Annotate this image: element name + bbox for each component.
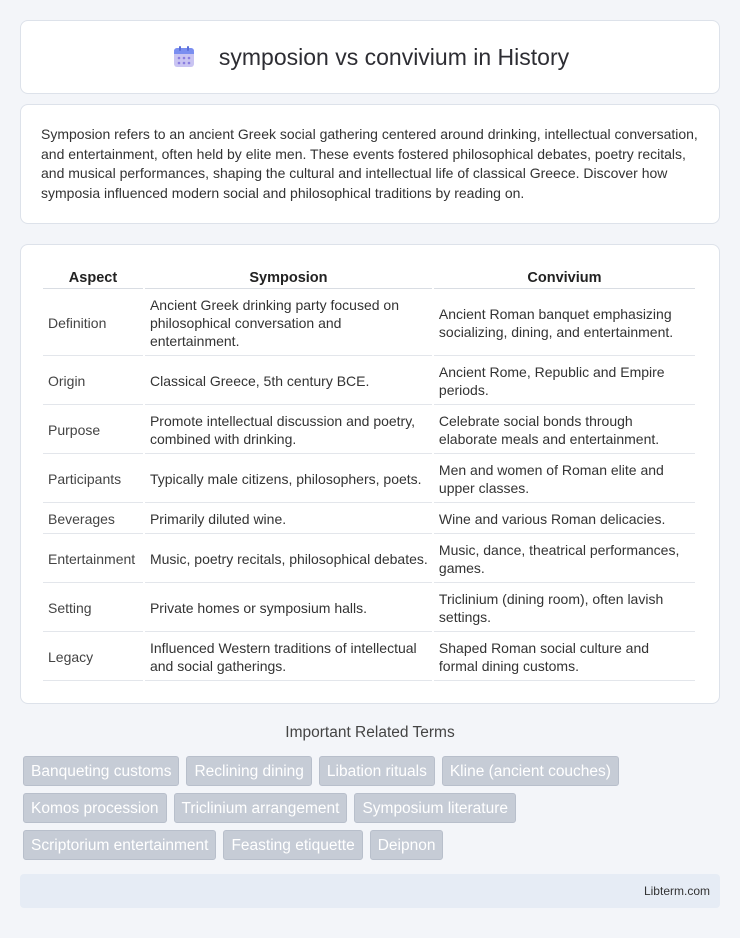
table-row <box>43 536 695 583</box>
comparison-table-card <box>20 244 720 704</box>
related-terms-list <box>23 756 703 867</box>
convivium-cell: Shaped Roman social culture and formal dining customs. <box>434 634 695 681</box>
aspect-cell: Beverages <box>43 505 143 534</box>
column-header-convivium: Convivium <box>434 269 695 289</box>
symposion-cell: Promote intellectual discussion and poetry, combined with drinking. <box>145 407 432 454</box>
convivium-cell: Ancient Rome, Republic and Empire periods. <box>434 358 695 405</box>
page-title: symposion vs convivium in History <box>218 43 570 70</box>
convivium-cell: Celebrate social bonds through elaborate meals and entertainment. <box>434 407 695 454</box>
related-term-tag[interactable]: Feasting etiquette <box>223 830 362 860</box>
symposion-cell: Typically male citizens, philosophers, poets. <box>145 456 432 503</box>
convivium-cell: Men and women of Roman elite and upper classes. <box>434 456 695 503</box>
symposion-cell: Ancient Greek drinking party focused on philosophical conversation and entertainment. <box>145 291 432 356</box>
symposion-cell: Private homes or symposium halls. <box>145 585 432 632</box>
table-row <box>43 407 695 454</box>
related-term-tag[interactable]: Triclinium arrangement <box>174 793 348 823</box>
related-term-tag[interactable]: Banqueting customs <box>23 756 179 786</box>
tag-row <box>23 793 703 823</box>
table-row <box>43 634 695 681</box>
aspect-cell: Origin <box>43 358 143 405</box>
aspect-cell: Purpose <box>43 407 143 454</box>
table-header-row <box>43 269 695 289</box>
table-row <box>43 358 695 405</box>
footer <box>20 874 720 908</box>
convivium-cell: Triclinium (dining room), often lavish settings. <box>434 585 695 632</box>
header-card <box>20 20 720 94</box>
table-row <box>43 505 695 534</box>
related-term-tag[interactable]: Libation rituals <box>319 756 435 786</box>
comparison-table <box>41 267 697 683</box>
related-term-tag[interactable]: Scriptorium entertainment <box>23 830 216 860</box>
table-row <box>43 291 695 356</box>
aspect-cell: Setting <box>43 585 143 632</box>
aspect-cell: Entertainment <box>43 536 143 583</box>
convivium-cell: Wine and various Roman delicacies. <box>434 505 695 534</box>
intro-card <box>20 104 720 224</box>
aspect-cell: Definition <box>43 291 143 356</box>
tag-row <box>23 756 703 786</box>
column-header-symposion: Symposion <box>145 269 432 289</box>
related-term-tag[interactable]: Kline (ancient couches) <box>442 756 619 786</box>
calendar-icon <box>171 44 197 70</box>
tag-row <box>23 830 703 860</box>
table-row <box>43 456 695 503</box>
table-row <box>43 585 695 632</box>
symposion-cell: Classical Greece, 5th century BCE. <box>145 358 432 405</box>
related-term-tag[interactable]: Komos procession <box>23 793 167 823</box>
convivium-cell: Music, dance, theatrical performances, games. <box>434 536 695 583</box>
related-term-tag[interactable]: Reclining dining <box>186 756 311 786</box>
footer-brand-link[interactable]: Libterm.com <box>643 884 710 898</box>
related-terms-title: Important Related Terms <box>285 724 455 741</box>
symposion-cell: Music, poetry recitals, philosophical debates. <box>145 536 432 583</box>
column-header-aspect: Aspect <box>43 269 143 289</box>
aspect-cell: Participants <box>43 456 143 503</box>
convivium-cell: Ancient Roman banquet emphasizing socializing, dining, and entertainment. <box>434 291 695 356</box>
aspect-cell: Legacy <box>43 634 143 681</box>
symposion-cell: Primarily diluted wine. <box>145 505 432 534</box>
intro-text: Symposion refers to an ancient Greek social gathering centered around drinking, intellectual conversation, and entertainment, often held by elite men. These events fostered philosophical debates, poetry recitals, and musical performances, shaping the cultural and intellectual life of classical Greece. Discover how symposia influenced modern social and philosophical traditions by reading on. <box>41 126 698 201</box>
related-term-tag[interactable]: Deipnon <box>370 830 444 860</box>
symposion-cell: Influenced Western traditions of intellectual and social gatherings. <box>145 634 432 681</box>
related-term-tag[interactable]: Symposium literature <box>354 793 516 823</box>
